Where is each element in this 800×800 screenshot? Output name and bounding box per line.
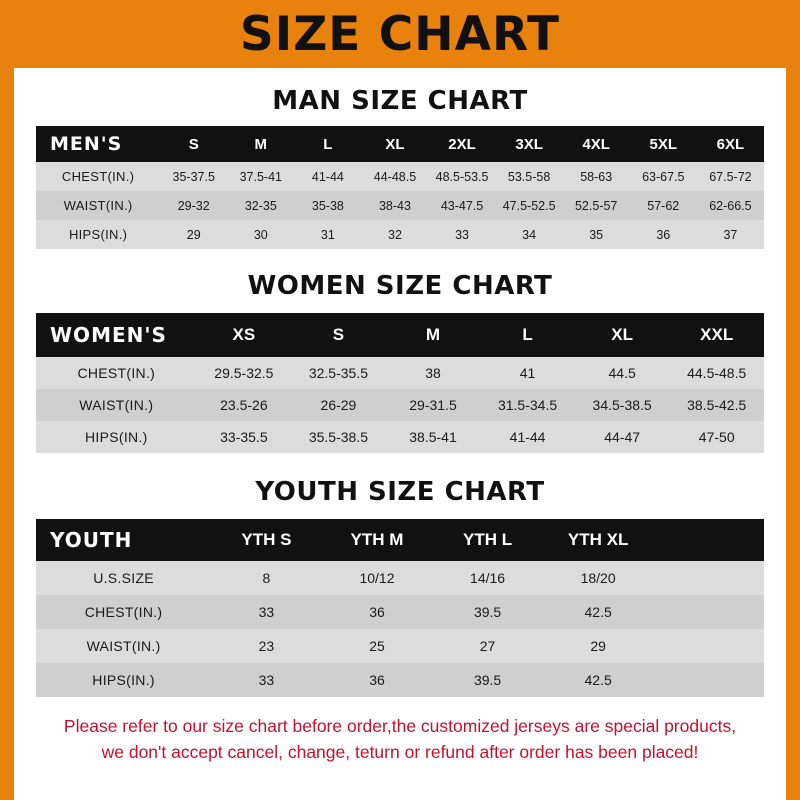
table-row [36, 663, 764, 697]
cell-value: 32.5-35.5 [291, 357, 386, 389]
cell-value: 8 [211, 561, 322, 595]
women-table-corner-label: WOMEN'S [36, 313, 197, 357]
cell-value: 23.5-26 [197, 389, 292, 421]
cell-value: 48.5-53.5 [429, 162, 496, 191]
cell-value: 52.5-57 [563, 191, 630, 220]
cell-value: 41-44 [294, 162, 361, 191]
cell-value: 39.5 [432, 663, 543, 697]
cell-value: 10/12 [322, 561, 433, 595]
cell-value: 67.5-72 [697, 162, 764, 191]
table-header-row [36, 313, 764, 357]
column-header-m: M [386, 313, 481, 357]
cell-value: 62-66.5 [697, 191, 764, 220]
cell-value: 37.5-41 [227, 162, 294, 191]
row-label: WAIST(IN.) [36, 629, 211, 663]
cell-value: 44.5 [575, 357, 670, 389]
cell-value: 39.5 [432, 595, 543, 629]
column-header-m: M [227, 126, 294, 162]
cell-value: 29-32 [160, 191, 227, 220]
cell-value: 63-67.5 [630, 162, 697, 191]
youth-table-corner-label: YOUTH [36, 519, 211, 561]
women-section-title: WOMEN SIZE CHART [247, 271, 553, 301]
column-header-4xl: 4XL [563, 126, 630, 162]
column-header-yth-l: YTH L [432, 519, 543, 561]
row-label: HIPS(IN.) [36, 663, 211, 697]
row-label: HIPS(IN.) [36, 421, 197, 453]
cell-value: 32 [361, 220, 428, 249]
table-row [36, 421, 764, 453]
cell-value: 32-35 [227, 191, 294, 220]
cell-value: 33 [211, 595, 322, 629]
youth-table-body [36, 561, 764, 697]
cell-value: 44.5-48.5 [669, 357, 764, 389]
youth-table-header [36, 519, 764, 561]
cell-value: 47.5-52.5 [496, 191, 563, 220]
column-header-yth-m: YTH M [322, 519, 433, 561]
table-row [36, 191, 764, 220]
column-header-6xl: 6XL [697, 126, 764, 162]
cell-value: 36 [630, 220, 697, 249]
cell-value: 31.5-34.5 [480, 389, 575, 421]
table-header-row [36, 519, 764, 561]
column-header-2xl: 2XL [429, 126, 496, 162]
row-label: HIPS(IN.) [36, 220, 160, 249]
column-header-3xl: 3XL [496, 126, 563, 162]
cell-value [653, 561, 764, 595]
column-header-5xl: 5XL [630, 126, 697, 162]
women-table-body [36, 357, 764, 453]
cell-value: 33 [211, 663, 322, 697]
cell-value: 35-37.5 [160, 162, 227, 191]
cell-value: 29-31.5 [386, 389, 481, 421]
women-section [14, 271, 786, 453]
column-header-yth-xl: YTH XL [543, 519, 654, 561]
row-label: CHEST(IN.) [36, 595, 211, 629]
row-label: WAIST(IN.) [36, 191, 160, 220]
cell-value: 30 [227, 220, 294, 249]
cell-value: 41-44 [480, 421, 575, 453]
column-header-yth-s: YTH S [211, 519, 322, 561]
cell-value: 29 [160, 220, 227, 249]
cell-value: 43-47.5 [429, 191, 496, 220]
cell-value: 42.5 [543, 595, 654, 629]
column-header-s: S [291, 313, 386, 357]
cell-value: 38 [386, 357, 481, 389]
column-header-l: L [480, 313, 575, 357]
men-table-header [36, 126, 764, 162]
table-row [36, 220, 764, 249]
column-header-blank-4 [653, 519, 764, 561]
cell-value: 44-48.5 [361, 162, 428, 191]
cell-value [653, 595, 764, 629]
cell-value: 25 [322, 629, 433, 663]
cell-value: 29 [543, 629, 654, 663]
banner [0, 0, 800, 68]
cell-value: 31 [294, 220, 361, 249]
table-row [36, 357, 764, 389]
table-row [36, 561, 764, 595]
footer-note [14, 713, 786, 766]
cell-value: 44-47 [575, 421, 670, 453]
column-header-xl: XL [575, 313, 670, 357]
cell-value: 35 [563, 220, 630, 249]
cell-value: 42.5 [543, 663, 654, 697]
man-section [14, 86, 786, 249]
cell-value: 34 [496, 220, 563, 249]
footer-note-line-2: we don't accept cancel, change, teturn or refund after order has been placed! [101, 742, 699, 763]
cell-value [653, 629, 764, 663]
row-label: CHEST(IN.) [36, 357, 197, 389]
cell-value: 47-50 [669, 421, 764, 453]
table-row [36, 389, 764, 421]
cell-value: 57-62 [630, 191, 697, 220]
men-size-table [36, 126, 764, 249]
column-header-xxl: XXL [669, 313, 764, 357]
column-header-xl: XL [361, 126, 428, 162]
footer-note-line-1: Please refer to our size chart before order,the customized jerseys are special products, [63, 716, 737, 736]
youth-section [14, 477, 786, 697]
cell-value: 34.5-38.5 [575, 389, 670, 421]
cell-value: 41 [480, 357, 575, 389]
cell-value [653, 663, 764, 697]
women-size-table [36, 313, 764, 453]
cell-value: 38-43 [361, 191, 428, 220]
man-section-title: MAN SIZE CHART [272, 86, 528, 116]
cell-value: 36 [322, 595, 433, 629]
table-row [36, 162, 764, 191]
women-table-header [36, 313, 764, 357]
youth-section-title: YOUTH SIZE CHART [255, 477, 545, 507]
cell-value: 36 [322, 663, 433, 697]
cell-value: 38.5-42.5 [669, 389, 764, 421]
page-title: SIZE CHART [239, 6, 561, 62]
cell-value: 35-38 [294, 191, 361, 220]
cell-value: 26-29 [291, 389, 386, 421]
row-label: U.S.SIZE [36, 561, 211, 595]
table-row [36, 595, 764, 629]
cell-value: 35.5-38.5 [291, 421, 386, 453]
column-header-s: S [160, 126, 227, 162]
youth-size-table [36, 519, 764, 697]
table-row [36, 629, 764, 663]
column-header-l: L [294, 126, 361, 162]
cell-value: 37 [697, 220, 764, 249]
cell-value: 58-63 [563, 162, 630, 191]
cell-value: 18/20 [543, 561, 654, 595]
cell-value: 27 [432, 629, 543, 663]
cell-value: 53.5-58 [496, 162, 563, 191]
cell-value: 33-35.5 [197, 421, 292, 453]
row-label: WAIST(IN.) [36, 389, 197, 421]
cell-value: 23 [211, 629, 322, 663]
cell-value: 33 [429, 220, 496, 249]
men-table-body [36, 162, 764, 249]
cell-value: 38.5-41 [386, 421, 481, 453]
table-header-row [36, 126, 764, 162]
row-label: CHEST(IN.) [36, 162, 160, 191]
cell-value: 29.5-32.5 [197, 357, 292, 389]
cell-value: 14/16 [432, 561, 543, 595]
men-table-corner-label: MEN'S [36, 126, 160, 162]
column-header-xs: XS [197, 313, 292, 357]
